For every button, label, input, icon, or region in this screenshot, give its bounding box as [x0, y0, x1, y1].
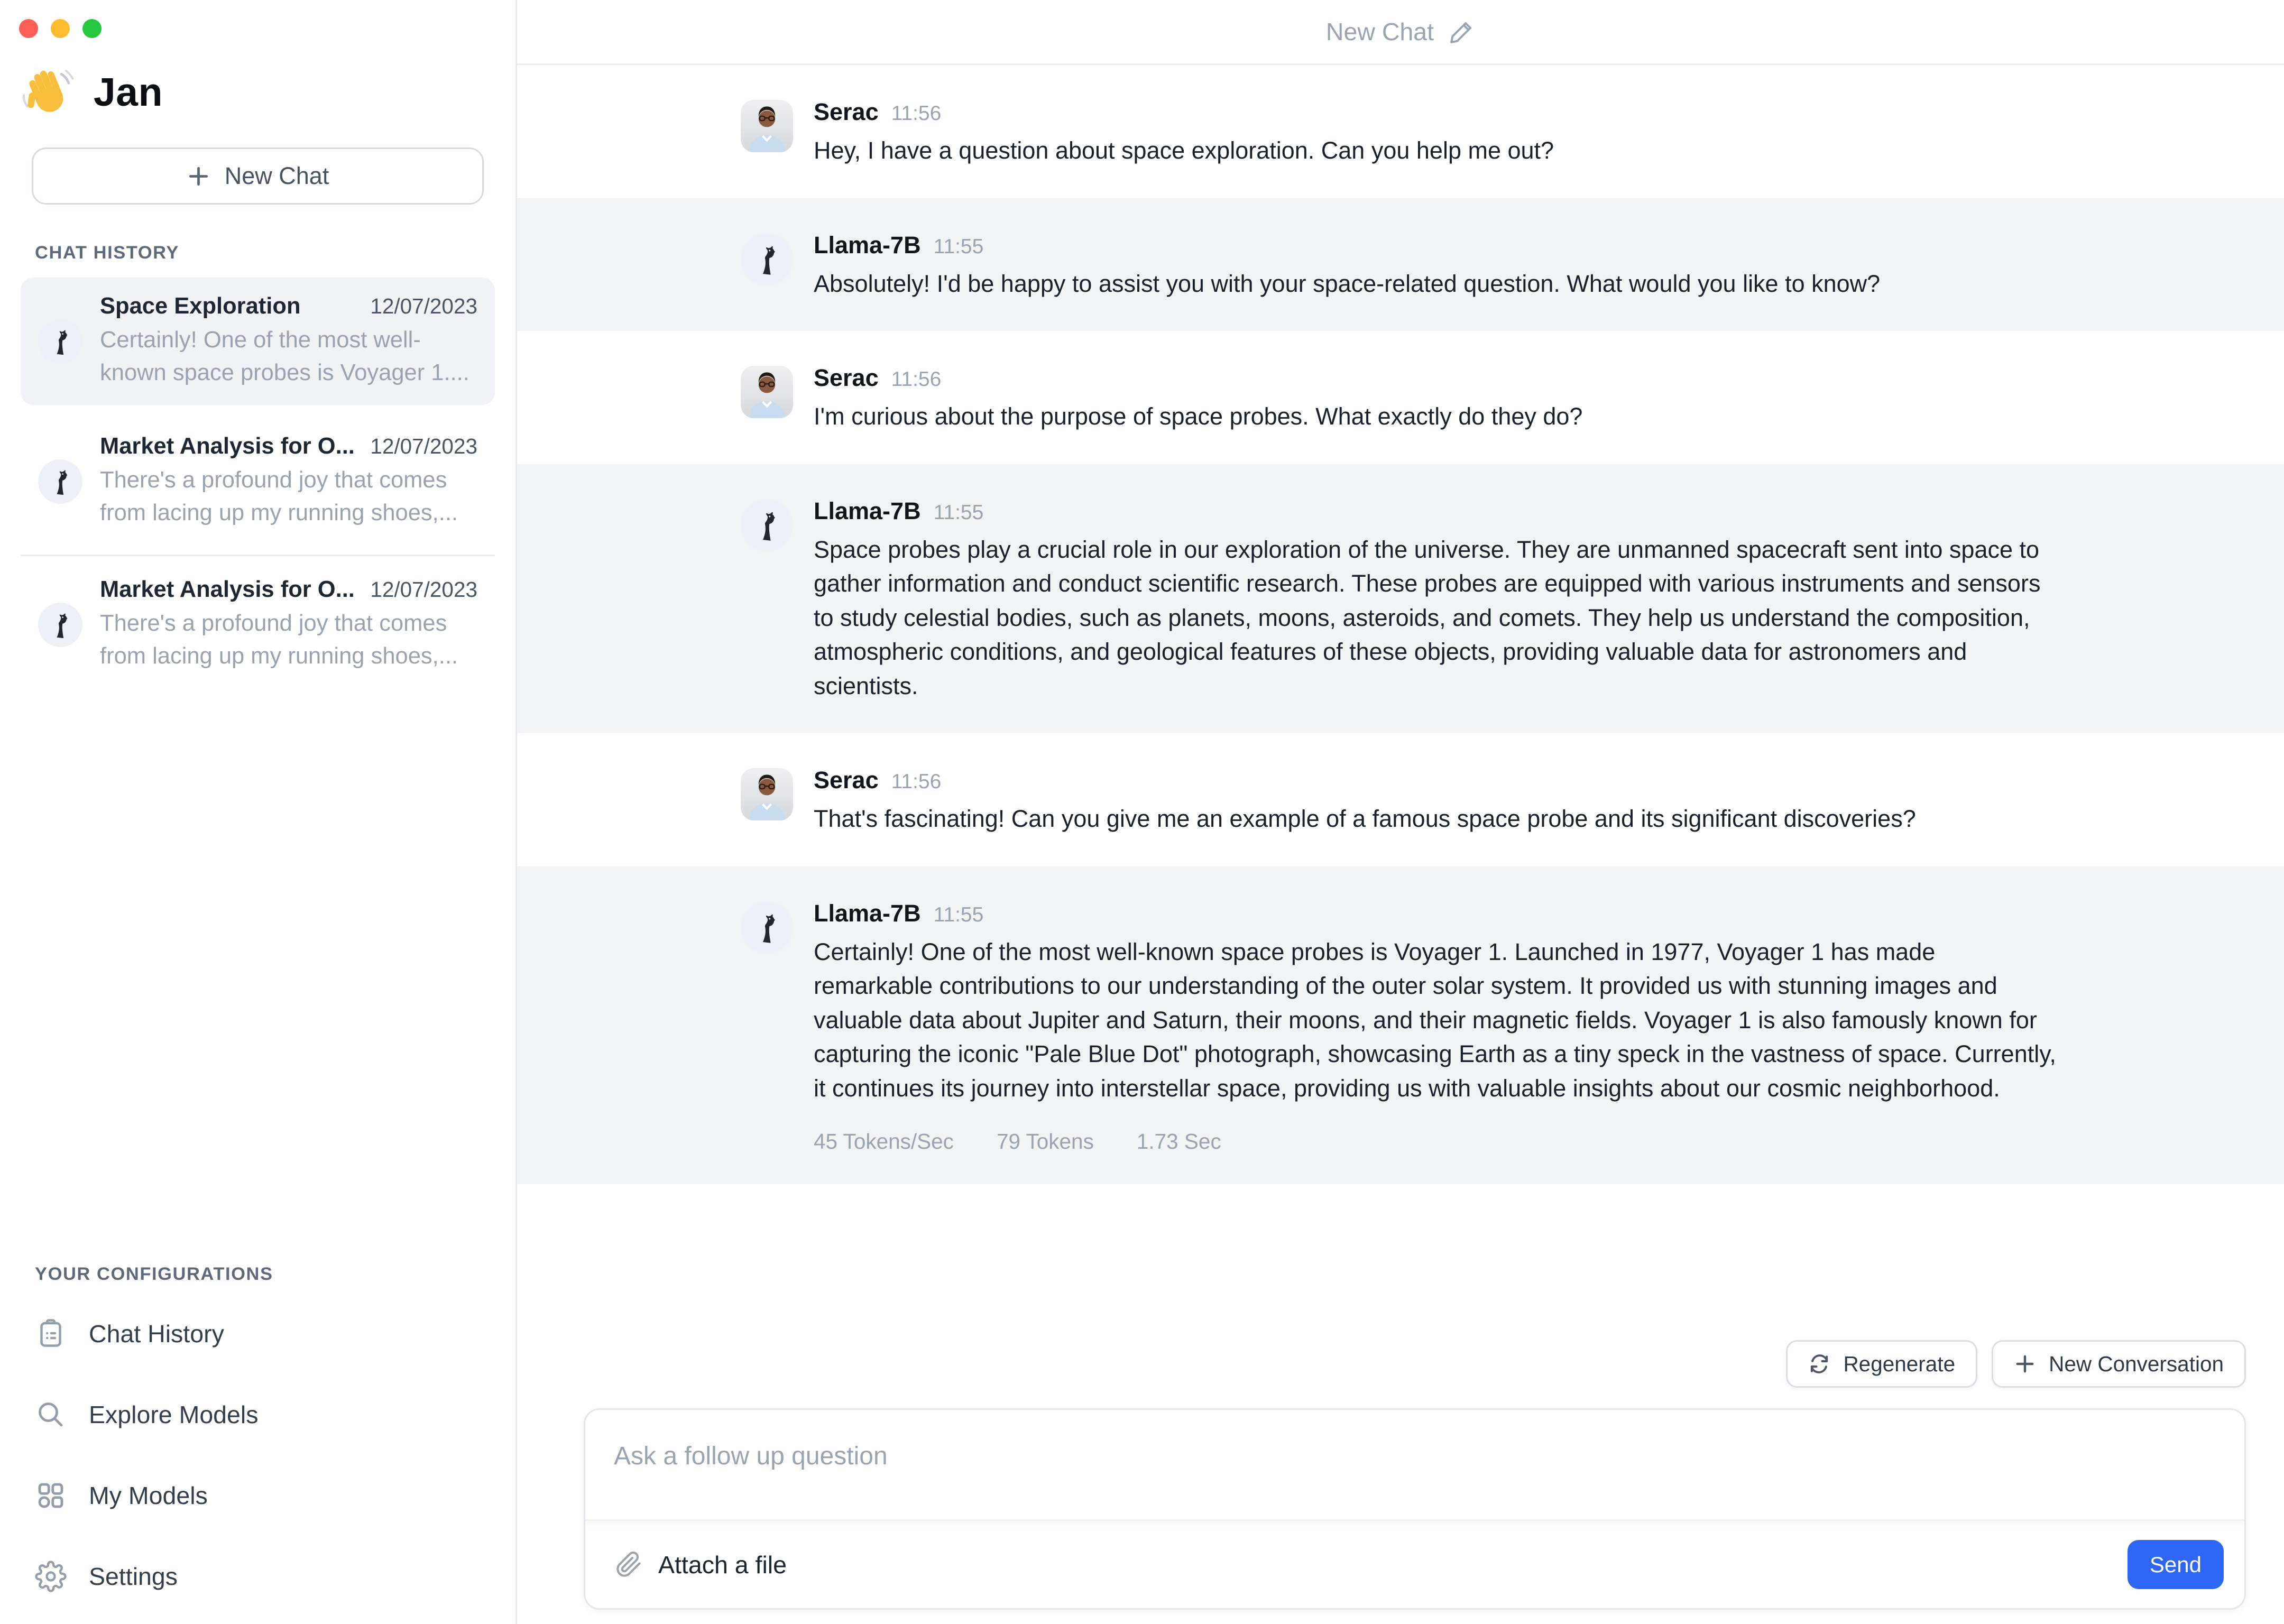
message-row-assistant [517, 198, 2284, 331]
tokens-per-sec-stat: 45 Tokens/Sec [814, 1129, 954, 1154]
llama-avatar [741, 901, 793, 954]
chat-item-title: Market Analysis for O... [100, 433, 355, 459]
llama-avatar [38, 319, 82, 364]
message-timestamp: 11:55 [933, 235, 984, 258]
window-controls [0, 0, 515, 38]
message-composer [584, 1408, 2246, 1610]
sidebar-item-settings[interactable] [0, 1545, 515, 1608]
pencil-icon[interactable] [1448, 19, 1475, 45]
chat-item-title: Space Exploration [100, 293, 301, 319]
composer-toolbar [585, 1519, 2244, 1608]
message-timestamp: 11:55 [933, 501, 984, 524]
new-chat-button-label: New Chat [224, 162, 329, 189]
message-row-assistant [517, 866, 2284, 1185]
sidebar-item-label: Chat History [89, 1320, 224, 1348]
new-conversation-button-label: New Conversation [2049, 1351, 2224, 1376]
message-author: Llama-7B [814, 497, 921, 524]
chat-history-item-market-analysis-1[interactable] [21, 418, 495, 545]
message-author: Llama-7B [814, 231, 921, 259]
llama-avatar [741, 233, 793, 285]
zoom-button[interactable] [82, 19, 102, 38]
duration-stat: 1.73 Sec [1136, 1129, 1221, 1154]
chat-title-bar [517, 0, 2284, 65]
message-row-user [517, 331, 2284, 464]
chat-item-date: 12/07/2023 [370, 434, 477, 458]
attach-file-button[interactable] [615, 1551, 787, 1579]
chat-item-title: Market Analysis for O... [100, 577, 355, 602]
close-button[interactable] [19, 19, 38, 38]
chat-item-preview: Certainly! One of the most well-known space probes is Voyager 1.... [100, 327, 469, 385]
message-row-assistant [517, 464, 2284, 734]
message-row-user [517, 65, 2284, 198]
plus-icon [187, 164, 210, 188]
grid-icon [35, 1480, 67, 1511]
new-conversation-button[interactable] [1992, 1340, 2246, 1388]
minimize-button[interactable] [51, 19, 70, 38]
token-count-stat: 79 Tokens [996, 1129, 1094, 1154]
message-timestamp: 11:56 [891, 102, 942, 125]
chat-item-preview: There's a profound joy that comes from lacing up my running shoes,... [100, 467, 458, 525]
user-avatar [741, 768, 793, 820]
chat-item-date: 12/07/2023 [370, 577, 477, 602]
chat-history-item-market-analysis-2[interactable] [21, 555, 495, 688]
message-timestamp: 11:55 [933, 903, 984, 926]
waving-hand-icon [21, 63, 78, 121]
paperclip-icon [615, 1551, 642, 1578]
message-text: Certainly! One of the most well-known space probes is Voyager 1. Launched in 1977, Voyager 1 has made remarkable contributions to our understanding of the outer solar system. It provided us with stunning images and valuable data about Jupiter and Saturn, their moons, and their magnetic fields. Voyager 1 is also famously known for capturing the iconic "Pale Blue Dot" photograph, showcasing Earth as a tiny speck in the vastness of space. Currently, it continues its journey into interstellar space, providing us with valuable insights about our cosmic neighborhood. [814, 938, 2056, 1102]
send-button[interactable]: Send [2128, 1540, 2224, 1589]
page-title: New Chat [1325, 18, 1434, 45]
gear-icon [35, 1561, 67, 1592]
configurations-header: YOUR CONFIGURATIONS [35, 1264, 273, 1284]
attach-file-label: Attach a file [658, 1551, 787, 1579]
composer-area [517, 1340, 2284, 1624]
message-row-user [517, 733, 2284, 866]
chat-history-item-space-exploration[interactable] [21, 278, 495, 405]
message-timestamp: 11:56 [891, 368, 942, 391]
sidebar-item-chat-history[interactable] [0, 1302, 515, 1365]
message-author: Serac [814, 767, 879, 793]
message-text: Hey, I have a question about space exploration. Can you help me out? [814, 137, 1554, 164]
sidebar-item-label: Settings [89, 1563, 178, 1590]
llama-avatar [741, 499, 793, 551]
message-text: Absolutely! I'd be happy to assist you with your space-related question. What would you like to know? [814, 270, 1881, 297]
plus-icon [2014, 1353, 2036, 1375]
message-author: Serac [814, 98, 879, 125]
chat-panel [517, 0, 2284, 1624]
message-timestamp: 11:56 [891, 770, 942, 793]
message-text: That's fascinating! Can you give me an example of a famous space probe and its significant discoveries? [814, 805, 1916, 832]
configurations-section [0, 1264, 515, 1624]
message-list [517, 65, 2284, 1340]
chat-history-list [0, 278, 515, 688]
brand [0, 38, 515, 121]
message-text: I'm curious about the purpose of space probes. What exactly do they do? [814, 403, 1583, 430]
sidebar-item-label: My Models [89, 1482, 208, 1509]
user-avatar [741, 366, 793, 418]
chat-item-date: 12/07/2023 [370, 294, 477, 318]
chat-item-preview: There's a profound joy that comes from lacing up my running shoes,... [100, 611, 458, 669]
message-text: Space probes play a crucial role in our exploration of the universe. They are unmanned spacecraft sent into space to gather information and conduct scientific research. These probes are equipped with various instruments and sensors to study celestial bodies, such as planets, moons, asteroids, and comets. They help us understand the composition, atmospheric conditions, and geological features of these objects, providing valuable data for astronomers and scientists. [814, 536, 2041, 699]
sidebar [0, 0, 517, 1624]
regenerate-button[interactable] [1786, 1340, 1977, 1388]
regenerate-button-label: Regenerate [1843, 1351, 1956, 1376]
sidebar-item-explore-models[interactable] [0, 1383, 515, 1446]
sidebar-item-my-models[interactable] [0, 1464, 515, 1527]
llama-avatar [38, 459, 82, 504]
sidebar-item-label: Explore Models [89, 1401, 259, 1428]
thread-actions [584, 1340, 2246, 1388]
message-author: Llama-7B [814, 899, 921, 927]
clipboard-icon [35, 1318, 67, 1350]
user-avatar [741, 100, 793, 152]
search-icon [35, 1399, 67, 1431]
chat-history-header: CHAT HISTORY [35, 243, 179, 263]
new-chat-button[interactable] [32, 147, 484, 205]
refresh-icon [1808, 1353, 1830, 1375]
brand-name: Jan [94, 70, 163, 114]
follow-up-input[interactable] [585, 1410, 2244, 1519]
generation-stats [814, 1129, 2060, 1154]
llama-avatar [38, 603, 82, 647]
message-author: Serac [814, 364, 879, 391]
